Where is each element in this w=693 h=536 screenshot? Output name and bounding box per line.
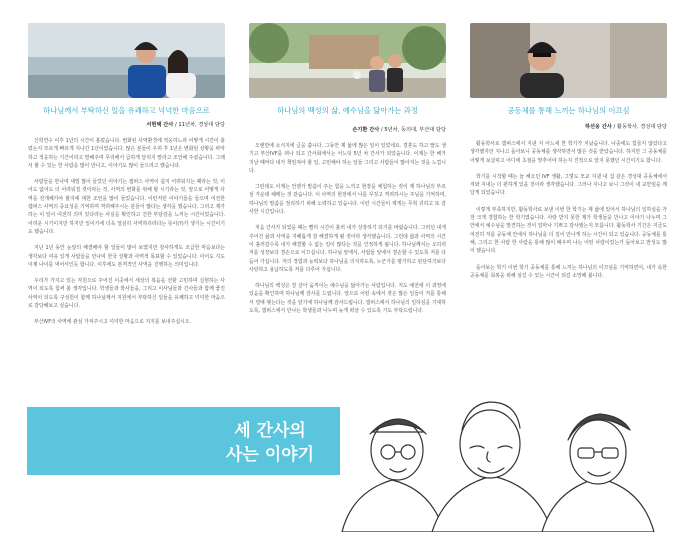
photo-son-family — [249, 23, 446, 98]
paragraph: 처음 간사가 되었을 때는 빨리 시간이 흘러 내가 성장하기 되기를 바랐습니다. 그러던 내게 주어진 삶과 사역을 지혜롭게 잘 해결하게 될 것이라 생각했습니다. 그런데 삶과 사역의 시간이 흘러갈수록 내가 해결할 수 없는 일이 많다는 것을 인정하게 됩니다. 하나님께서는 오히려 저를 성장보다 겸손으로 이끄십니다. 하나님 앞에서, 사람들 앞에서 겸손할 수 있도록 저를 다듬어 가십니다. 저의 경험과 능력보다 하나님을 의지하도록, 누군가를 평가하고 판단하기보다 사랑하고 용납하도록 저를 다루어 가십니다. — [249, 225, 446, 273]
byline-column-3: 하선웅 간사 / 활동학사, 경성대 담당 — [585, 124, 667, 130]
photo-ha-portrait — [470, 23, 667, 98]
caption-column-3: 공동체를 통해 느끼는 하나님의 이끄심 — [507, 106, 630, 115]
banner-line-2: 사는 이야기 — [225, 445, 315, 465]
article-column-3 — [470, 140, 667, 365]
caption-column-1: 하나님께서 부탁하신 일을 유쾌하고 넉넉한 마음으로 — [43, 106, 210, 115]
paragraph: 신학연수 이후 1년의 시간이 흘렀습니다. 변화된 사역환경에 적응하느라 어떻게 시간이 흘렀는지 모르게 빠르게 지나간 1년이었습니다. 많은 분들이 우려 후 1년은 변화된 상황을 파악하고 적응하는 기간이라고 말해주며 무리해서 급하게 달리지 말라고 조언해 주셨습니다. 그래서 할 수 있는 한 사람을 많이 만나고, 이야기도 많이 들으려고 했습니다. — [28, 138, 225, 169]
photo-seo-couple — [28, 23, 225, 98]
banner-title — [200, 419, 340, 467]
caption-column-2: 하나님의 백성의 삶, 예수님을 닮아가는 과정 — [277, 106, 418, 115]
paragraph: 학기를 시작할 때는 늘 해오던 IVF 생활, 그렇도 모교 지낸 내 집 같은 경성대 공동체에서 저와 지내는 더 편하게 있을 것이라 생각했습니다. 그러나 지나고 보니 그것이 내 교만임을 깨달게 되었습니다. — [470, 173, 667, 197]
author-name: 손기환 간사 — [352, 127, 380, 133]
author-role: 활동학사, 경성대 담당 — [616, 124, 667, 130]
paragraph: 활동학사로 캠퍼스에서 지낸 지 어느새 한 학기가 지났습니다. 나중에도 힘들지 않았다고 생각했지만 지나고 돌아보니 공동체를 생각하면서 많은 것을 받았습니다. 하지만 그 공동체를 어떻게 보살피고 어디에 초점을 맞추어야 하는지 진정으로 알지 못했던 시간이기도 합니다. — [470, 141, 667, 164]
author-role: 5년차, 동의대, 부산대 담당 — [384, 127, 446, 133]
paragraph: 오랜만에 소식지에 글을 씁니다. 그동안 제 삶에 많은 일이 있었네요. 결혼도 하고 딸도 생기고 부산IVF를 떠나 되고 간사회에서는 어느덧 5년 차 간사가 되었습니다. 이제는 한 해가 지날 때마다 내가 책임져야 할 일, 고민해야 하는 일들 그리고 사람들이 많아지는 것을 느낍니다. — [249, 143, 446, 174]
paragraph: 이렇게 부족하지만, 활동학사로 보낸 이번 한 학기는 제 삶에 있어서 하나님의 일하심을 가장 크게 경험하는 한 학기였습니다. 사랑 받지 못한 제가 학생들을 만나고 이야기 나누며 그 안에서 예수님을 발견하는 것이 얼마나 기쁘고 감사했는지 모릅니다. 활동학사 기간은 지금도 여전히 저를 공동체 안에서 하나님을 더 깊이 만나게 하는 시간이 되고 있습니다. 공동체를 통해, 그리고 한 사람 한 사람을 통해 많이 배우며 나는 어떤 사람이었는가 돌아보고 반성도 많이 했습니다. — [470, 206, 667, 255]
byline-column-1: 서현택 간사 / 11년차, 경상대 담당 — [146, 122, 225, 128]
paragraph: 지난 1년 동안 눈앞의 해결해야 할 일들이 많이 보였지만 감사하게도 조급한 마음보다는 생각보다 여유 있게 사람들을 만나며 한국 상황과 사역적 목표할 수 있었습니다. 이어도 지도 이제 나이를 먹어서인듯 합니다. 이후에도 본격적인 사역을 진행하는 의미입니다. — [28, 245, 225, 268]
three-staff-illustration — [322, 372, 672, 532]
article-column-1 — [28, 137, 225, 405]
paragraph: 그런데도 이제는 언젠가 말씀이 주는 힘을 느끼고 현장을 체험하는 것이 제 하나님의 부르심 가운데 헤매는 것 같습니다. 이 사역의 현장에서 나를 꾸짖고 격려하시는 주님을 기억하며, 하나님의 말씀을 정리하기 위해 노력하고 있습니다. 이런 시간들이 제게는 무척 귀하고 또 감사한 시간입니다. — [249, 184, 446, 216]
paragraph: 우리가 가지고 있는 자원으로 주어진 이곳에서 세상의 복음을 전할 고민하며 실현하는 사역이 되도록 힘써 볼 생각입니다. 학생들과 학사들을, 그리고 이사님들과 간사들과 함께 좋진 사역이 되도록 구성원이 함께 하나님께서 지원에서 부탁하신 일들을 유쾌하고 넉넉한 마음으로 감당해보고 싶습니다. — [28, 278, 225, 310]
byline-column-2: 손기환 간사 / 5년차, 동의대, 부산대 담당 — [352, 127, 446, 133]
author-role: 11년차, 경상대 담당 — [178, 122, 225, 128]
paragraph: 하나님의 백성은 잘 살아 움직이는 예수님을 닮아가는 사람입니다. 지도 예전에 이 과정에 있음을 확인하며 하나님께 감사를 드립니다. 앞으로 어떤 속에서 겪은 많은 일들이 저를 통해서 열매 맺는다는 것을 알기에 하나님께 감사드립니다. 캠퍼스에서 하나님의 일하심을 기대하도록, 캠퍼스에서 만나는 학생들과 나누며 늦게 떠날 수 있도록 기도 부탁드립니다. — [249, 283, 446, 315]
banner-line-1: 세 간사의 — [234, 421, 306, 441]
paragraph: 돌아보는 학기 이번 학기 공동체를 통해 느끼는 하나님의 이끄심을 기억하면서, 내가 속한 공동체를 회복을 위해 섬길 수 있는 시간이 되길 소망해 봅니다. — [470, 264, 667, 279]
author-name: 하선웅 간사 — [585, 124, 612, 130]
paragraph: 사람들을 만나며 세밀 많이 들었던 이야기는 캠퍼스 사역이 쉽지 어려워지는 때라는 것, 이어도 없어도 더 어려워질 것이라는 것, 사역의 변화를 위해 할 시기라는 것, 앞으로 어떻게 사역을 전개해가야 할지에 대한 조언을 많이 들었습니다. 이런저런 이야기들을 들으며 여전한 캠퍼스 사역의 중요성을 기억하며 격려해주시는 분들이 많다는 생각을 했습니다. 그리고 제가 하는 이 일이 여전히 의미 있다라는 사실을 확인하고 진한 부담감을 느끼는 시간이었습니다. 어려운 시기이지만 하지만 일이기에 더욱 열심히 사역하리라다는 뜻이(?)가 생기는 시간이기도 했습니다. — [28, 179, 225, 235]
author-name: 서현택 간사 — [146, 122, 174, 128]
paragraph: 부산IVF의 사역에 관심 가져주시고 넉넉한 마음으로 지지를 보내주십시오. — [34, 319, 192, 326]
